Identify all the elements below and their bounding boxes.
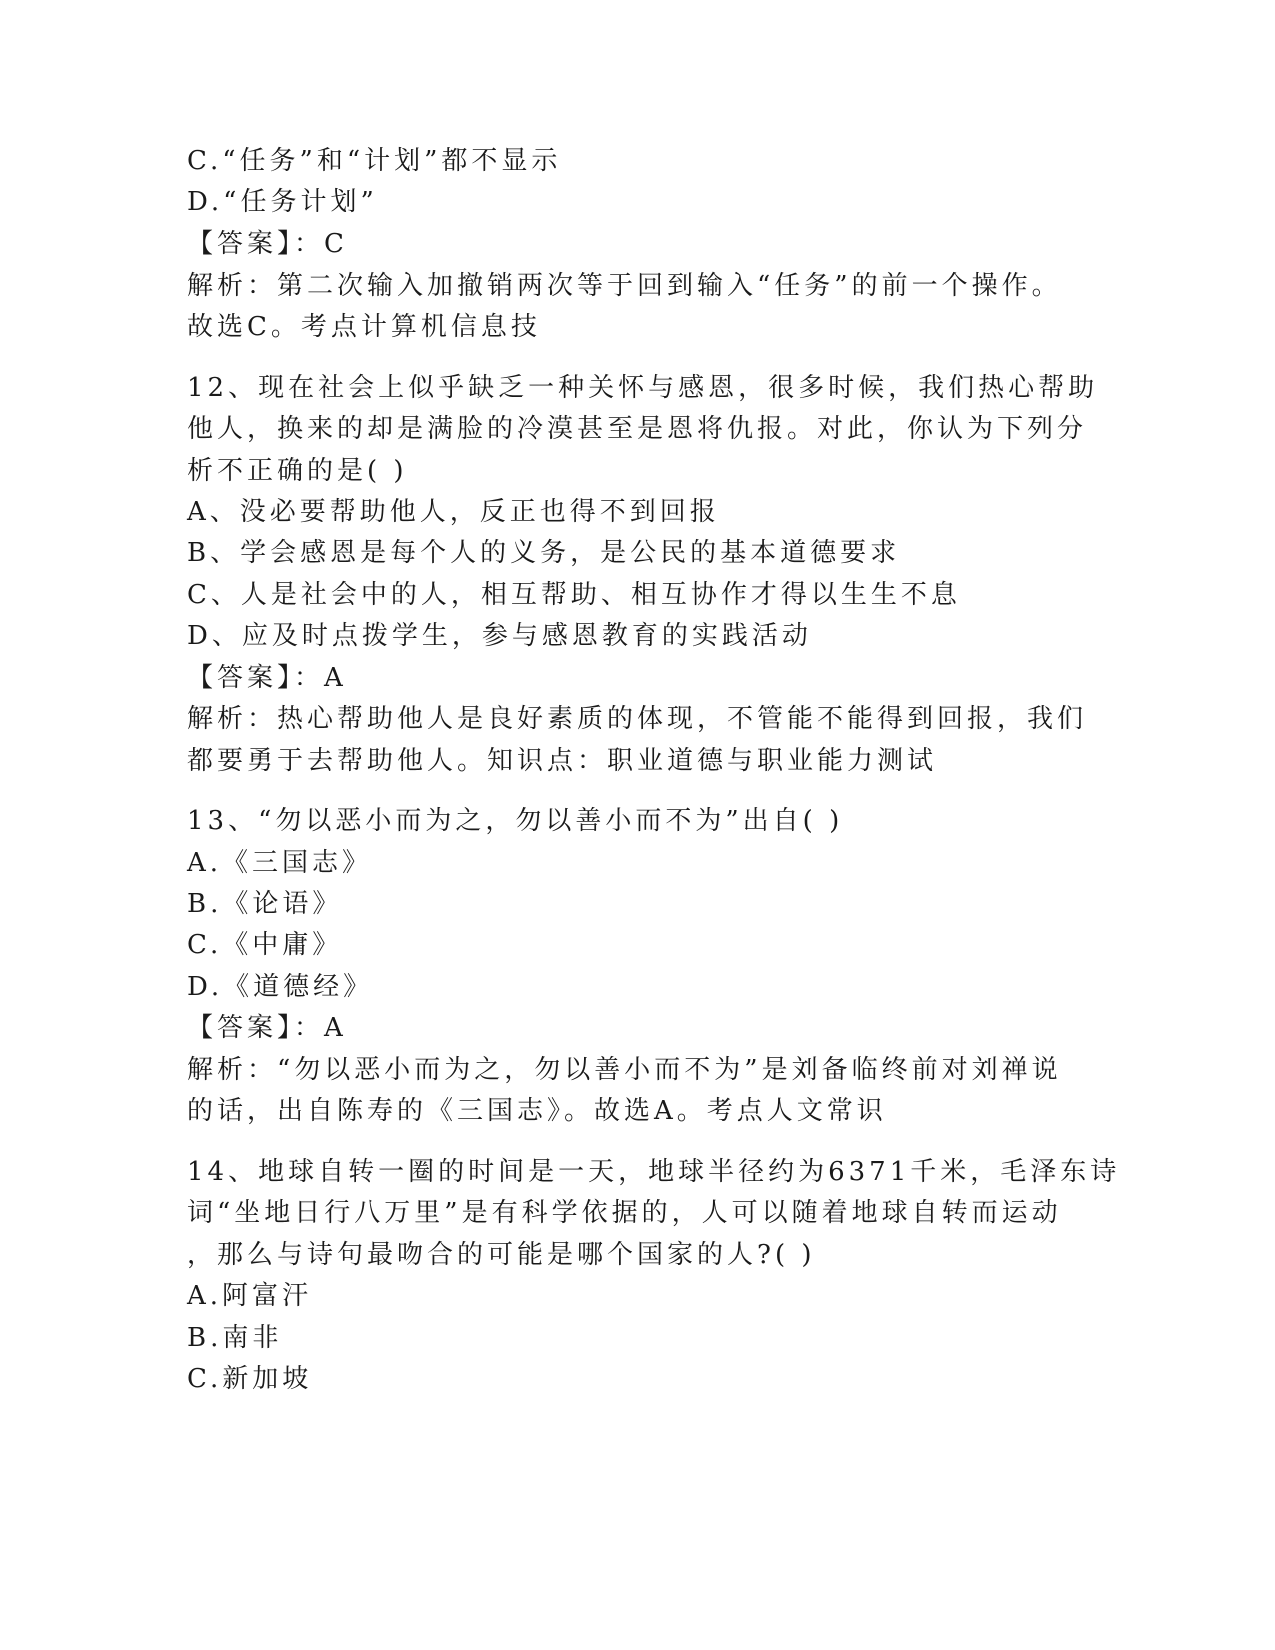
- q12-option-c: C、人是社会中的人，相互帮助、相互协作才得以生生不息: [187, 580, 961, 610]
- q13-option-b: B.《论语》: [187, 889, 343, 919]
- q12-analysis-line-2: 都要勇于去帮助他人。知识点：职业道德与职业能力测试: [187, 746, 938, 776]
- q11-option-c: C.“任务”和“计划”都不显示: [187, 146, 562, 176]
- q12-stem-line-3: 析不正确的是( ): [187, 456, 408, 486]
- q12-analysis-line-1: 解析：热心帮助他人是良好素质的体现，不管能不能得到回报，我们: [187, 704, 1088, 734]
- q13-option-c: C.《中庸》: [187, 930, 343, 960]
- q13-stem: 13、“勿以恶小而为之，勿以善小而不为”出自( ): [187, 806, 844, 836]
- q12-option-b: B、学会感恩是每个人的义务，是公民的基本道德要求: [187, 538, 901, 568]
- q12-stem-line-2: 他人，换来的却是满脸的冷漠甚至是恩将仇报。对此，你认为下列分: [187, 414, 1088, 444]
- q13-option-d: D.《道德经》: [187, 972, 374, 1002]
- q14-option-a: A.阿富汗: [187, 1281, 313, 1311]
- q14-stem-line-2: 词“坐地日行八万里”是有科学依据的，人可以随着地球自转而运动: [187, 1198, 1062, 1228]
- q13-analysis-line-1: 解析：“勿以恶小而为之，勿以善小而不为”是刘备临终前对刘禅说: [187, 1055, 1062, 1085]
- q12-stem-line-1: 12、现在社会上似乎缺乏一种关怀与感恩，很多时候，我们热心帮助: [187, 373, 1099, 403]
- q14-option-b: B.南非: [187, 1323, 283, 1353]
- q14-stem-line-1: 14、地球自转一圈的时间是一天，地球半径约为6371千米，毛泽东诗: [187, 1157, 1121, 1187]
- q11-analysis-line-1: 解析：第二次输入加撤销两次等于回到输入“任务”的前一个操作。: [187, 271, 1062, 301]
- q12-answer: 【答案】：A: [187, 663, 347, 693]
- q13-option-a: A.《三国志》: [187, 848, 373, 878]
- q11-analysis-line-2: 故选C。考点计算机信息技: [187, 312, 541, 342]
- q11-answer: 【答案】：C: [187, 229, 348, 259]
- q13-answer: 【答案】：A: [187, 1013, 347, 1043]
- q14-option-c: C.新加坡: [187, 1364, 313, 1394]
- q13-analysis-line-2: 的话，出自陈寿的《三国志》。故选A。考点人文常识: [187, 1096, 887, 1126]
- q11-option-d: D.“任务计划”: [187, 187, 378, 217]
- q12-option-d: D、应及时点拨学生，参与感恩教育的实践活动: [187, 621, 812, 651]
- q14-stem-line-3: ，那么与诗句最吻合的可能是哪个国家的人?( ): [187, 1240, 816, 1270]
- q12-option-a: A、没必要帮助他人，反正也得不到回报: [187, 497, 720, 527]
